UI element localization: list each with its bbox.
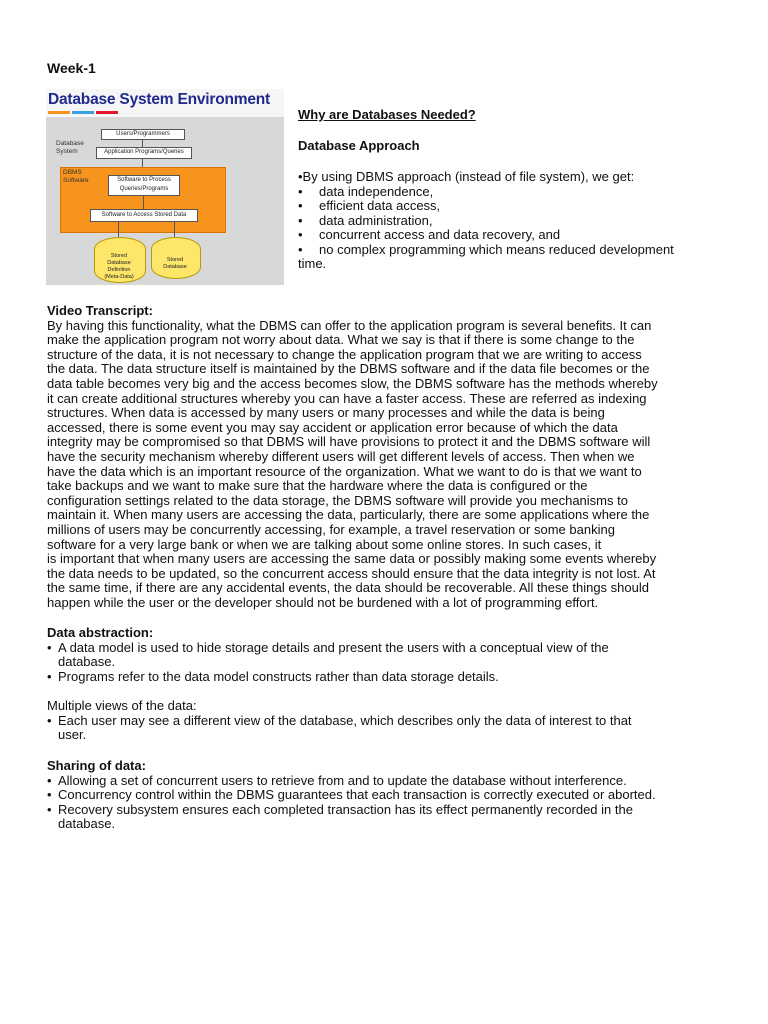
list-item-line: • A data model is used to hide storage details and present the users with a conceptual view of the	[58, 639, 609, 655]
why-list	[298, 185, 728, 258]
transcript-line: make the application program not worry about data. What we say is that if there is some change to the	[47, 332, 635, 348]
list-item-line: • Recovery subsystem ensures each completed transaction has its effect permanently recorded in the	[58, 801, 633, 817]
stripe-orange	[48, 111, 70, 114]
list-item-line: database.	[58, 654, 116, 670]
sharing-section	[47, 759, 727, 832]
cyl-right-line2: Database	[163, 264, 187, 270]
transcript-line: software for a very large bank or when we are talking about some online stores. In such cases, it	[47, 536, 602, 552]
system-label-line2: System	[56, 148, 78, 155]
dbms-label-line1: DBMS	[63, 169, 82, 176]
cyl-left-line3: Definition	[107, 267, 131, 273]
why-tail: time.	[298, 256, 327, 271]
stripe-red	[96, 111, 118, 114]
process-box	[108, 175, 180, 196]
transcript-line: structures. When data is accessed by many users or many processes and while the data is being	[47, 405, 605, 421]
abstraction-section	[47, 626, 727, 684]
stripe-blue	[72, 111, 94, 114]
dbms-label	[63, 169, 89, 185]
why-item: • efficient data access,	[298, 199, 728, 214]
figure-title: Database System Environment	[48, 91, 271, 108]
transcript-section	[47, 304, 727, 610]
transcript-line: integrity may be compromised so that DBMS will have provisions to protect it and the DBMS software will	[47, 434, 651, 450]
list-item-line: user.	[58, 727, 87, 743]
process-box-line1: Software to Process	[117, 177, 171, 183]
why-body	[298, 170, 728, 272]
access-box: Software to Access Stored Data	[90, 209, 198, 222]
transcript-line: the same time, if there are any accidental events, the data should be recoverable. All these things should	[47, 580, 649, 596]
transcript-line: have the security mechanism whereby different users will get different levels of access. Then when we	[47, 448, 635, 464]
why-item: • no complex programming which means reduced development	[298, 243, 728, 258]
transcript-line: the data. The data structure itself is maintained by the DBMS software and if the data file becomes or the	[47, 361, 650, 377]
database-system-label	[56, 140, 84, 156]
views-title: Multiple views of the data:	[47, 698, 197, 713]
transcript-line: it can create additional structures whereby you can have a faster access. These are referred as indexing	[47, 390, 647, 406]
transcript-line: configuration settings related to the data storage, the DBMS software will provide you mechanisms to	[47, 492, 628, 508]
list-item-line: • Allowing a set of concurrent users to retrieve from and to update the database without interference.	[58, 772, 627, 788]
transcript-line: maintain it. When many users are accessing the data, particularly, there are some applications where the	[47, 507, 650, 523]
list-item-line: • Each user may see a different view of the database, which describes only the data of interest to that	[58, 712, 632, 728]
list-item-line: database.	[58, 816, 116, 832]
list-item	[47, 803, 727, 832]
abstraction-list	[47, 641, 727, 685]
stored-db-cylinder-label	[151, 257, 199, 271]
metadata-cylinder-label	[94, 253, 144, 281]
transcript-line: accessed, there is some event you may say accident or application error because of which the data	[47, 419, 618, 435]
transcript-line: data table becomes very big and the access becomes slow, the DBMS software has the methods whereby	[47, 375, 658, 391]
transcript-line: millions of users may be concurrently accessing, for example, a travel reservation or some banking	[47, 521, 615, 537]
list-item	[47, 714, 727, 743]
cyl-left-line1: Stored	[110, 253, 128, 259]
why-intro: •By using DBMS approach (instead of file system), we get:	[298, 169, 635, 184]
why-item: • data independence,	[298, 185, 728, 200]
transcript-line: have the data which is an important resource of the organization. What we want to do is that we want to	[47, 463, 642, 479]
why-heading: Why are Databases Needed?	[298, 107, 476, 122]
database-approach-heading: Database Approach	[298, 138, 420, 153]
list-item	[47, 788, 727, 803]
sharing-title: Sharing of data:	[47, 758, 146, 773]
sharing-list	[47, 774, 727, 832]
cyl-left-line4: (Meta-Data)	[104, 274, 134, 280]
list-item	[47, 774, 727, 789]
app-programs-box: Application Programs/Queries	[96, 147, 192, 159]
abstraction-title: Data abstraction:	[47, 625, 154, 640]
cyl-left-line2: Database	[107, 260, 131, 266]
why-item: • concurrent access and data recovery, and	[298, 228, 728, 243]
transcript-title: Video Transcript:	[47, 303, 153, 318]
list-item	[47, 670, 727, 685]
users-box: Users/Programmers	[101, 129, 185, 140]
transcript-line: By having this functionality, what the DBMS can offer to the application program is several benefits. It can	[47, 317, 652, 333]
why-item: • data administration,	[298, 214, 728, 229]
transcript-line: take backups and we want to make sure that the hardware where the data is configured or the	[47, 478, 588, 494]
views-list	[47, 714, 727, 743]
transcript-line: happen while the user or the developer should not be burdened with a lot of programming effort.	[47, 594, 599, 610]
process-box-line2: Queries/Programs	[119, 186, 169, 192]
arrow-process	[143, 195, 144, 209]
system-label-line1: Database	[56, 140, 84, 147]
list-item-line: • Programs refer to the data model constructs rather than data storage details.	[58, 668, 499, 684]
list-item	[47, 641, 727, 670]
arrow-right-store	[174, 221, 175, 237]
week-heading: Week-1	[47, 60, 96, 76]
transcript-line: structure of the data, it is not necessary to change the application program that we are writing to access	[47, 346, 642, 362]
arrow-users	[142, 139, 143, 147]
arrow-left-store	[118, 221, 119, 237]
views-section	[47, 699, 727, 743]
list-item-line: • Concurrency control within the DBMS guarantees that each transaction is correctly executed or aborted.	[58, 787, 656, 803]
transcript-line: is important that when many users are accessing the same data or possibly making some events whereby	[47, 551, 657, 567]
cyl-right-line1: Stored	[166, 257, 184, 263]
dbms-label-line2: Software	[63, 177, 89, 184]
database-environment-figure	[46, 89, 284, 285]
arrow-app	[142, 158, 143, 167]
transcript-line: the data needs to be updated, so the concurrent access should ensure that the data integrity is not lost. At	[47, 565, 656, 581]
